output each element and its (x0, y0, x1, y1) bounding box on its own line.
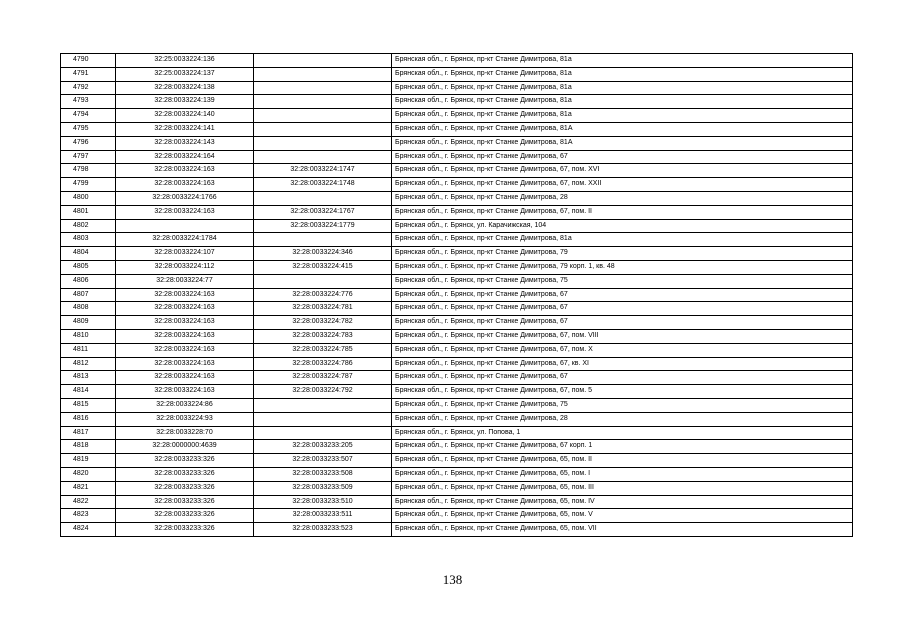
address-cell: Брянская обл., г. Брянск, пр-кт Станке Димитрова, 81а (392, 233, 853, 247)
table-row (61, 191, 853, 205)
address-cell: Брянская обл., г. Брянск, пр-кт Станке Димитрова, 75 (392, 398, 853, 412)
address-cell: Брянская обл., г. Брянск, пр-кт Станке Димитрова, 67 (392, 316, 853, 330)
cadastral-number-cell: 32:28:0033224:138 (116, 81, 254, 95)
sub-cadastral-number-cell (254, 426, 392, 440)
cadastral-number-cell: 32:28:0033233:326 (116, 481, 254, 495)
row-number-cell: 4817 (61, 426, 116, 440)
sub-cadastral-number-cell (254, 67, 392, 81)
table-row (61, 136, 853, 150)
sub-cadastral-number-cell: 32:28:0033224:781 (254, 302, 392, 316)
sub-cadastral-number-cell (254, 95, 392, 109)
row-number-cell: 4802 (61, 219, 116, 233)
sub-cadastral-number-cell: 32:28:0033233:523 (254, 523, 392, 537)
sub-cadastral-number-cell: 32:28:0033224:1748 (254, 178, 392, 192)
page-number: 138 (442, 572, 463, 587)
row-number-cell: 4824 (61, 523, 116, 537)
row-number-cell: 4798 (61, 164, 116, 178)
row-number-cell: 4812 (61, 357, 116, 371)
sub-cadastral-number-cell (254, 398, 392, 412)
table-row (61, 122, 853, 136)
address-cell: Брянская обл., г. Брянск, пр-кт Станке Димитрова, 65, пом. IV (392, 495, 853, 509)
sub-cadastral-number-cell: 32:28:0033224:346 (254, 247, 392, 261)
cadastral-number-cell: 32:28:0033233:326 (116, 495, 254, 509)
cadastral-number-cell: 32:28:0033224:163 (116, 178, 254, 192)
sub-cadastral-number-cell (254, 81, 392, 95)
table-row (61, 454, 853, 468)
table-row (61, 247, 853, 261)
sub-cadastral-number-cell (254, 136, 392, 150)
cadastral-number-cell: 32:28:0033224:1766 (116, 191, 254, 205)
sub-cadastral-number-cell: 32:28:0033233:507 (254, 454, 392, 468)
row-number-cell: 4804 (61, 247, 116, 261)
row-number-cell: 4805 (61, 260, 116, 274)
cadastral-number-cell: 32:28:0033224:164 (116, 150, 254, 164)
cadastral-number-cell: 32:28:0033224:163 (116, 164, 254, 178)
table-row (61, 205, 853, 219)
address-cell: Брянская обл., г. Брянск, пр-кт Станке Димитрова, 81а (392, 67, 853, 81)
row-number-cell: 4791 (61, 67, 116, 81)
row-number-cell: 4809 (61, 316, 116, 330)
sub-cadastral-number-cell: 32:28:0033224:783 (254, 329, 392, 343)
row-number-cell: 4801 (61, 205, 116, 219)
address-cell: Брянская обл., г. Брянск, пр-кт Станке Димитрова, 65, пом. V (392, 509, 853, 523)
table-row (61, 329, 853, 343)
cadastral-number-cell: 32:28:0033224:163 (116, 288, 254, 302)
cadastral-number-cell: 32:28:0033224:93 (116, 412, 254, 426)
table-row (61, 440, 853, 454)
table-row (61, 509, 853, 523)
address-cell: Брянская обл., г. Брянск, пр-кт Станке Димитрова, 81А (392, 136, 853, 150)
sub-cadastral-number-cell: 32:28:0033233:510 (254, 495, 392, 509)
table-row (61, 302, 853, 316)
table-row (61, 398, 853, 412)
sub-cadastral-number-cell: 32:28:0033233:205 (254, 440, 392, 454)
cadastral-number-cell: 32:28:0033224:112 (116, 260, 254, 274)
address-cell: Брянская обл., г. Брянск, пр-кт Станке Димитрова, 67 (392, 371, 853, 385)
cadastral-number-cell: 32:28:0033224:139 (116, 95, 254, 109)
row-number-cell: 4795 (61, 122, 116, 136)
address-cell: Брянская обл., г. Брянск, пр-кт Станке Димитрова, 67 корп. 1 (392, 440, 853, 454)
cadastral-number-cell: 32:28:0033233:326 (116, 454, 254, 468)
sub-cadastral-number-cell: 32:28:0033224:1779 (254, 219, 392, 233)
address-cell: Брянская обл., г. Брянск, пр-кт Станке Димитрова, 75 (392, 274, 853, 288)
row-number-cell: 4816 (61, 412, 116, 426)
table-row (61, 343, 853, 357)
address-cell: Брянская обл., г. Брянск, пр-кт Станке Димитрова, 81а (392, 81, 853, 95)
row-number-cell: 4823 (61, 509, 116, 523)
address-cell: Брянская обл., г. Брянск, пр-кт Станке Димитрова, 81А (392, 122, 853, 136)
address-cell: Брянская обл., г. Брянск, пр-кт Станке Димитрова, 81а (392, 95, 853, 109)
table-row (61, 371, 853, 385)
table-row (61, 523, 853, 537)
address-cell: Брянская обл., г. Брянск, пр-кт Станке Димитрова, 81а (392, 109, 853, 123)
address-cell: Брянская обл., г. Брянск, пр-кт Станке Димитрова, 65, пом. VII (392, 523, 853, 537)
row-number-cell: 4813 (61, 371, 116, 385)
table-row (61, 219, 853, 233)
table-row (61, 109, 853, 123)
sub-cadastral-number-cell (254, 109, 392, 123)
table-row (61, 467, 853, 481)
table-row (61, 54, 853, 68)
sub-cadastral-number-cell: 32:28:0033224:792 (254, 385, 392, 399)
address-cell: Брянская обл., г. Брянск, пр-кт Станке Димитрова, 67 (392, 288, 853, 302)
sub-cadastral-number-cell: 32:28:0033224:786 (254, 357, 392, 371)
table-row (61, 481, 853, 495)
address-cell: Брянская обл., г. Брянск, пр-кт Станке Димитрова, 81а (392, 54, 853, 68)
row-number-cell: 4810 (61, 329, 116, 343)
row-number-cell: 4820 (61, 467, 116, 481)
cadastral-number-cell: 32:28:0033224:77 (116, 274, 254, 288)
row-number-cell: 4821 (61, 481, 116, 495)
cadastral-number-cell: 32:28:0033233:326 (116, 523, 254, 537)
cadastral-number-cell: 32:28:0000000:4639 (116, 440, 254, 454)
cadastral-number-cell: 32:28:0033224:163 (116, 205, 254, 219)
table-row (61, 150, 853, 164)
sub-cadastral-number-cell: 32:28:0033233:509 (254, 481, 392, 495)
row-number-cell: 4814 (61, 385, 116, 399)
cadastral-number-cell: 32:28:0033228:70 (116, 426, 254, 440)
row-number-cell: 4792 (61, 81, 116, 95)
address-cell: Брянская обл., г. Брянск, пр-кт Станке Димитрова, 28 (392, 412, 853, 426)
address-cell: Брянская обл., г. Брянск, пр-кт Станке Димитрова, 67, пом. XXII (392, 178, 853, 192)
row-number-cell: 4803 (61, 233, 116, 247)
address-cell: Брянская обл., г. Брянск, пр-кт Станке Димитрова, 65, пом. I (392, 467, 853, 481)
address-cell: Брянская обл., г. Брянск, пр-кт Станке Димитрова, 67 (392, 302, 853, 316)
cadastral-number-cell: 32:28:0033224:86 (116, 398, 254, 412)
sub-cadastral-number-cell (254, 412, 392, 426)
table-row (61, 233, 853, 247)
sub-cadastral-number-cell (254, 274, 392, 288)
address-cell: Брянская обл., г. Брянск, пр-кт Станке Димитрова, 67, пом. II (392, 205, 853, 219)
sub-cadastral-number-cell: 32:28:0033224:787 (254, 371, 392, 385)
address-cell: Брянская обл., г. Брянск, пр-кт Станке Димитрова, 67, пом. VIII (392, 329, 853, 343)
table-row (61, 426, 853, 440)
row-number-cell: 4797 (61, 150, 116, 164)
row-number-cell: 4818 (61, 440, 116, 454)
cadastral-number-cell: 32:28:0033224:163 (116, 316, 254, 330)
sub-cadastral-number-cell: 32:28:0033224:1767 (254, 205, 392, 219)
address-cell: Брянская обл., г. Брянск, пр-кт Станке Димитрова, 67 (392, 150, 853, 164)
sub-cadastral-number-cell: 32:28:0033233:511 (254, 509, 392, 523)
cadastral-number-cell: 32:25:0033224:136 (116, 54, 254, 68)
cadastral-number-cell: 32:28:0033224:163 (116, 343, 254, 357)
cadastral-number-cell: 32:28:0033224:163 (116, 385, 254, 399)
row-number-cell: 4800 (61, 191, 116, 205)
cadastral-number-cell: 32:28:0033233:326 (116, 509, 254, 523)
table-row (61, 385, 853, 399)
table-row (61, 81, 853, 95)
cadastral-number-cell: 32:28:0033233:326 (116, 467, 254, 481)
table-row (61, 357, 853, 371)
row-number-cell: 4796 (61, 136, 116, 150)
table-row (61, 316, 853, 330)
table-row (61, 495, 853, 509)
row-number-cell: 4808 (61, 302, 116, 316)
cadastral-number-cell: 32:28:0033224:140 (116, 109, 254, 123)
address-cell: Брянская обл., г. Брянск, ул. Карачижская, 104 (392, 219, 853, 233)
address-cell: Брянская обл., г. Брянск, пр-кт Станке Димитрова, 67, пом. XVI (392, 164, 853, 178)
row-number-cell: 4807 (61, 288, 116, 302)
sub-cadastral-number-cell: 32:28:0033233:508 (254, 467, 392, 481)
cadastral-number-cell: 32:28:0033224:143 (116, 136, 254, 150)
sub-cadastral-number-cell (254, 54, 392, 68)
row-number-cell: 4811 (61, 343, 116, 357)
cadastral-number-cell: 32:28:0033224:163 (116, 302, 254, 316)
row-number-cell: 4793 (61, 95, 116, 109)
sub-cadastral-number-cell: 32:28:0033224:785 (254, 343, 392, 357)
row-number-cell: 4822 (61, 495, 116, 509)
address-cell: Брянская обл., г. Брянск, пр-кт Станке Димитрова, 67, кв. XI (392, 357, 853, 371)
address-cell: Брянская обл., г. Брянск, ул. Попова, 1 (392, 426, 853, 440)
sub-cadastral-number-cell: 32:28:0033224:782 (254, 316, 392, 330)
address-cell: Брянская обл., г. Брянск, пр-кт Станке Димитрова, 79 корп. 1, кв. 48 (392, 260, 853, 274)
cadastral-number-cell: 32:28:0033224:1784 (116, 233, 254, 247)
row-number-cell: 4799 (61, 178, 116, 192)
table-row (61, 260, 853, 274)
sub-cadastral-number-cell (254, 191, 392, 205)
registry-table (60, 53, 853, 537)
row-number-cell: 4794 (61, 109, 116, 123)
address-cell: Брянская обл., г. Брянск, пр-кт Станке Димитрова, 79 (392, 247, 853, 261)
row-number-cell: 4815 (61, 398, 116, 412)
table-row (61, 288, 853, 302)
sub-cadastral-number-cell: 32:28:0033224:776 (254, 288, 392, 302)
sub-cadastral-number-cell (254, 233, 392, 247)
row-number-cell: 4819 (61, 454, 116, 468)
sub-cadastral-number-cell: 32:28:0033224:1747 (254, 164, 392, 178)
sub-cadastral-number-cell (254, 150, 392, 164)
registry-table-body (61, 54, 853, 537)
sub-cadastral-number-cell (254, 122, 392, 136)
table-row (61, 95, 853, 109)
cadastral-number-cell: 32:25:0033224:137 (116, 67, 254, 81)
table-row (61, 164, 853, 178)
cadastral-number-cell: 32:28:0033224:163 (116, 329, 254, 343)
cadastral-number-cell: 32:28:0033224:107 (116, 247, 254, 261)
row-number-cell: 4806 (61, 274, 116, 288)
cadastral-number-cell: 32:28:0033224:141 (116, 122, 254, 136)
table-row (61, 274, 853, 288)
table-row (61, 67, 853, 81)
table-row (61, 412, 853, 426)
cadastral-number-cell: 32:28:0033224:163 (116, 357, 254, 371)
sub-cadastral-number-cell: 32:28:0033224:415 (254, 260, 392, 274)
table-row (61, 178, 853, 192)
address-cell: Брянская обл., г. Брянск, пр-кт Станке Димитрова, 65, пом. III (392, 481, 853, 495)
row-number-cell: 4790 (61, 54, 116, 68)
address-cell: Брянская обл., г. Брянск, пр-кт Станке Димитрова, 65, пом. II (392, 454, 853, 468)
cadastral-number-cell (116, 219, 254, 233)
address-cell: Брянская обл., г. Брянск, пр-кт Станке Димитрова, 67, пом. X (392, 343, 853, 357)
address-cell: Брянская обл., г. Брянск, пр-кт Станке Димитрова, 67, пом. 5 (392, 385, 853, 399)
address-cell: Брянская обл., г. Брянск, пр-кт Станке Димитрова, 28 (392, 191, 853, 205)
cadastral-number-cell: 32:28:0033224:163 (116, 371, 254, 385)
